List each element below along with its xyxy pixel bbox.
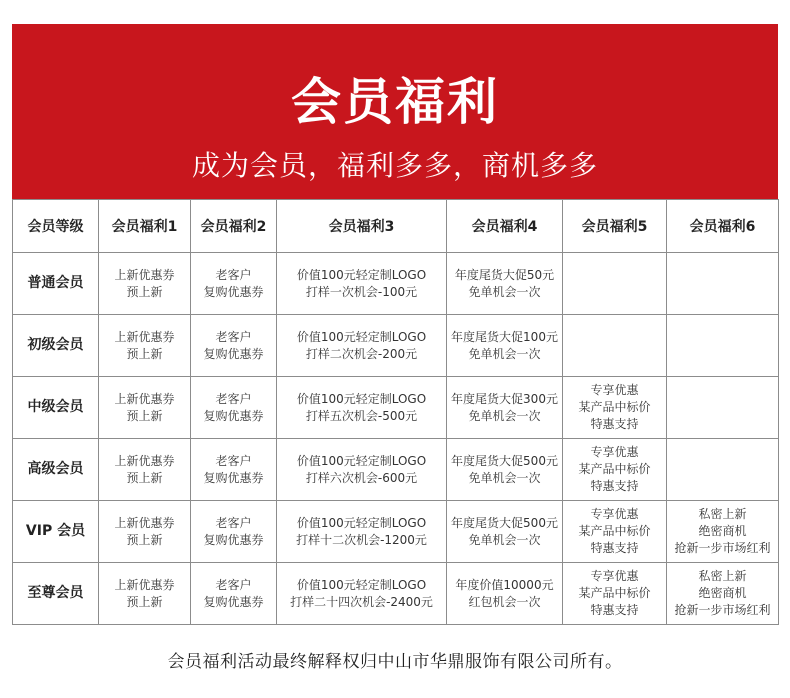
benefit-line: 年度尾货大促300元 — [451, 391, 558, 406]
benefit-line: 预上新 — [126, 470, 163, 485]
benefit-line: 某产品中标价 — [578, 400, 651, 414]
page-title: 会员福利 — [291, 73, 499, 131]
benefit-cell — [667, 377, 779, 439]
benefit-line: 老客户 — [215, 391, 252, 406]
benefit-line: 打样一次机会-100元 — [305, 284, 418, 299]
table-header-row — [13, 200, 779, 253]
benefit-cell — [99, 501, 191, 563]
benefit-line: 上新优惠券 — [114, 515, 175, 530]
benefit-line: 上新优惠券 — [114, 267, 175, 282]
benefit-cell — [447, 439, 563, 501]
benefit-line: 上新优惠券 — [114, 453, 175, 468]
benefit-line: 抢新一步市场红利 — [674, 541, 771, 555]
benefit-cell — [563, 253, 667, 315]
benefit-line: 绝密商机 — [698, 586, 747, 600]
benefit-cell — [447, 315, 563, 377]
benefit-line: 老客户 — [215, 267, 252, 282]
benefit-line: 特惠支持 — [590, 479, 639, 493]
benefit-cell — [99, 563, 191, 625]
benefit-line: 私密上新 — [698, 507, 747, 521]
benefit-cell — [563, 563, 667, 625]
benefit-line: 上新优惠券 — [114, 391, 175, 406]
member-level-cell: 中级会员 — [13, 377, 99, 439]
benefit-cell — [277, 439, 447, 501]
benefit-line: 年度尾货大促100元 — [451, 329, 558, 344]
table-row — [13, 253, 779, 315]
benefit-line: 打样二十四次机会-2400元 — [290, 594, 433, 609]
table-row — [13, 563, 779, 625]
benefit-line: 特惠支持 — [590, 417, 639, 431]
benefit-line: 年度价值10000元 — [455, 577, 554, 592]
benefit-line: 抢新一步市场红利 — [674, 603, 771, 617]
table-body — [13, 253, 779, 625]
benefit-line: 某产品中标价 — [578, 586, 651, 600]
benefit-line: 价值100元轻定制LOGO — [296, 267, 427, 282]
table-row — [13, 377, 779, 439]
benefit-line: 预上新 — [126, 346, 163, 361]
benefit-line: 价值100元轻定制LOGO — [296, 391, 427, 406]
benefit-cell — [667, 563, 779, 625]
member-level-cell: 普通会员 — [13, 253, 99, 315]
benefit-cell — [667, 253, 779, 315]
benefit-line: 年度尾货大促500元 — [451, 453, 558, 468]
benefit-line: 打样五次机会-500元 — [305, 408, 418, 423]
benefit-line: 复购优惠券 — [203, 594, 264, 609]
benefit-line: 绝密商机 — [698, 524, 747, 538]
benefit-cell — [277, 501, 447, 563]
benefit-line: 年度尾货大促50元 — [454, 267, 555, 282]
header-banner — [12, 24, 778, 199]
member-level-cell: 初级会员 — [13, 315, 99, 377]
benefit-cell — [563, 315, 667, 377]
benefit-cell — [191, 563, 277, 625]
benefit-cell — [191, 377, 277, 439]
benefit-cell — [99, 253, 191, 315]
benefit-line: 复购优惠券 — [203, 346, 264, 361]
benefit-cell — [563, 377, 667, 439]
benefit-cell — [277, 563, 447, 625]
header-benefit-4: 会员福利4 — [447, 200, 563, 253]
benefit-line: 预上新 — [126, 532, 163, 547]
benefit-cell — [191, 501, 277, 563]
benefit-line: 价值100元轻定制LOGO — [296, 329, 427, 344]
benefit-line: 私密上新 — [698, 569, 747, 583]
benefit-cell — [277, 377, 447, 439]
benefit-cell — [667, 315, 779, 377]
benefit-cell — [191, 253, 277, 315]
benefit-cell — [277, 253, 447, 315]
benefit-cell — [277, 315, 447, 377]
benefit-cell — [191, 439, 277, 501]
header-benefit-1: 会员福利1 — [99, 200, 191, 253]
benefit-line: 特惠支持 — [590, 541, 639, 555]
benefit-line: 老客户 — [215, 577, 252, 592]
header-benefit-5: 会员福利5 — [563, 200, 667, 253]
benefit-line: 免单机会一次 — [468, 346, 541, 361]
benefit-cell — [99, 377, 191, 439]
benefit-line: 上新优惠券 — [114, 577, 175, 592]
benefit-line: 打样十二次机会-1200元 — [296, 532, 427, 547]
benefit-line: 某产品中标价 — [578, 524, 651, 538]
benefit-line: 专享优惠 — [590, 383, 639, 397]
header-benefit-2: 会员福利2 — [191, 200, 277, 253]
benefit-cell — [191, 315, 277, 377]
member-level-cell: 高级会员 — [13, 439, 99, 501]
benefit-cell — [563, 501, 667, 563]
benefit-line: 专享优惠 — [590, 507, 639, 521]
benefit-line: 复购优惠券 — [203, 408, 264, 423]
member-level-cell: 至尊会员 — [13, 563, 99, 625]
benefit-cell — [447, 377, 563, 439]
table-row — [13, 439, 779, 501]
benefit-cell — [667, 439, 779, 501]
benefit-cell — [99, 439, 191, 501]
benefit-line: 专享优惠 — [590, 445, 639, 459]
benefit-line: 复购优惠券 — [203, 532, 264, 547]
benefit-cell — [99, 315, 191, 377]
benefit-line: 年度尾货大促500元 — [451, 515, 558, 530]
benefits-table — [12, 199, 779, 625]
header-benefit-3: 会员福利3 — [277, 200, 447, 253]
benefit-cell — [447, 563, 563, 625]
page-subtitle: 成为会员，福利多多，商机多多 — [191, 149, 598, 182]
benefit-line: 免单机会一次 — [468, 532, 541, 547]
member-level-cell: VIP 会员 — [13, 501, 99, 563]
benefit-cell — [563, 439, 667, 501]
header-benefit-6: 会员福利6 — [667, 200, 779, 253]
benefit-line: 复购优惠券 — [203, 470, 264, 485]
benefit-line: 打样二次机会-200元 — [305, 346, 418, 361]
benefit-line: 预上新 — [126, 408, 163, 423]
benefit-line: 专享优惠 — [590, 569, 639, 583]
benefit-line: 老客户 — [215, 453, 252, 468]
benefit-line: 复购优惠券 — [203, 284, 264, 299]
benefit-cell — [447, 253, 563, 315]
table-row — [13, 501, 779, 563]
benefit-line: 免单机会一次 — [468, 284, 541, 299]
benefit-line: 上新优惠券 — [114, 329, 175, 344]
table-row — [13, 315, 779, 377]
benefit-line: 老客户 — [215, 329, 252, 344]
benefit-line: 打样六次机会-600元 — [305, 470, 418, 485]
benefit-line: 免单机会一次 — [468, 408, 541, 423]
benefit-line: 预上新 — [126, 594, 163, 609]
benefit-cell — [447, 501, 563, 563]
benefit-line: 特惠支持 — [590, 603, 639, 617]
benefit-line: 价值100元轻定制LOGO — [296, 453, 427, 468]
benefit-line: 某产品中标价 — [578, 462, 651, 476]
benefit-line: 预上新 — [126, 284, 163, 299]
header-level: 会员等级 — [13, 200, 99, 253]
benefit-line: 老客户 — [215, 515, 252, 530]
benefit-cell — [667, 501, 779, 563]
benefit-line: 免单机会一次 — [468, 470, 541, 485]
benefit-line: 价值100元轻定制LOGO — [296, 577, 427, 592]
footer-disclaimer: 会员福利活动最终解释权归中山市华鼎服饰有限公司所有。 — [167, 652, 623, 672]
benefit-line: 红包机会一次 — [468, 594, 541, 609]
benefit-line: 价值100元轻定制LOGO — [296, 515, 427, 530]
